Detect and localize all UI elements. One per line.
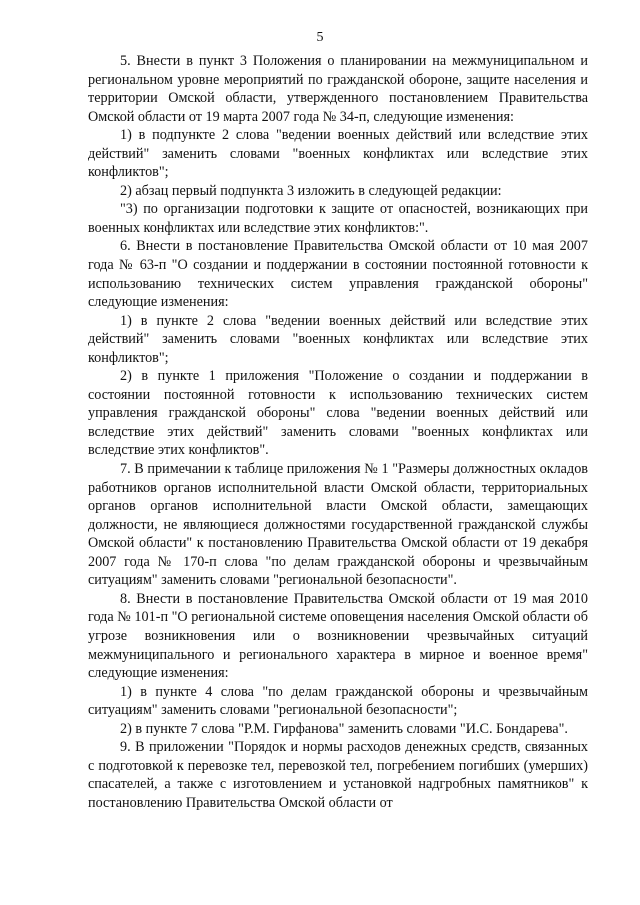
paragraph-subitem-5-2: 2) абзац первый подпункта 3 изложить в следующей редакции: <box>120 182 502 199</box>
paragraph-quote-5-2: "3) по организации подготовки к защите от опасностей, возникающих при военных конфликтах или вследствие этих конфликтов:". <box>88 201 588 236</box>
document-body <box>88 52 588 812</box>
page-number: 5 <box>316 30 324 45</box>
paragraph-subitem-6-2: 2) в пункте 1 приложения "Положение о создании и поддержании в состоянии постоянной готовности к использованию технических систем управления гражданской обороны" слова "ведении военных действий или вследствие этих действий" заменить словами "военных конфликтах или вследствие этих конфликтов". <box>88 368 588 459</box>
paragraph-subitem-8-2: 2) в пункте 7 слова "Р.М. Гирфанова" заменить словами "И.С. Бондарева". <box>120 720 568 737</box>
paragraph-item-8: 8. Внести в постановление Правительства Омской области от 19 мая 2010 года № 101-п "О региональной системе оповещения населения Омской области об угрозе возникновения или о возникновении чрезвычайных ситуаций межмуниципального и регионального характера в мирное и военное время" следующие изменения: <box>88 590 588 682</box>
paragraph-item-9: 9. В приложении "Порядок и нормы расходов денежных средств, связанных с подготовкой к перевозке тел, перевозкой тел, погребением погибших (умерших) спасателей, а также с изготовлением и установкой надгробных памятников" к постановлению Правительства Омской области от <box>88 739 588 811</box>
paragraph-subitem-5-1: 1) в подпункте 2 слова "ведении военных действий или вследствие этих действий" заменить словами "военных конфликтах или вследствие этих конфликтов"; <box>88 127 588 181</box>
paragraph-item-7: 7. В примечании к таблице приложения № 1 "Размеры должностных окладов работников органов исполнительной власти Омской области, территориальных органов органов исполнительной власти Омской области, замещающих должности, не являющиеся должностями государственной гражданской службы Омской области" к постановлению Правительства Омской области от 19 декабря 2007 года № 170-п слова "по делам гражданской обороны и чрезвычайным ситуациям" заменить словами "региональной безопасности". <box>88 461 588 589</box>
paragraph-subitem-6-1: 1) в пункте 2 слова "ведении военных действий или вследствие этих действий" заменить словами "военных конфликтах или вследствие этих конфликтов"; <box>88 312 588 366</box>
paragraph-item-5: 5. Внести в пункт 3 Положения о планировании на межмуниципальном и региональном уровне мероприятий по гражданской обороне, защите населения и территории Омской области, утвержденного постановлением Правительства Омской области от 19 марта 2007 года № 34-п, следующие изменения: <box>88 53 588 125</box>
paragraph-subitem-8-1: 1) в пункте 4 слова "по делам гражданской обороны и чрезвычайным ситуациям" заменить словами "региональной безопасности"; <box>88 683 588 719</box>
paragraph-item-6: 6. Внести в постановление Правительства Омской области от 10 мая 2007 года № 63-п "О создании и поддержании в состоянии постоянной готовности к использованию технических систем управления гражданской обороны" следующие изменения: <box>88 238 588 311</box>
